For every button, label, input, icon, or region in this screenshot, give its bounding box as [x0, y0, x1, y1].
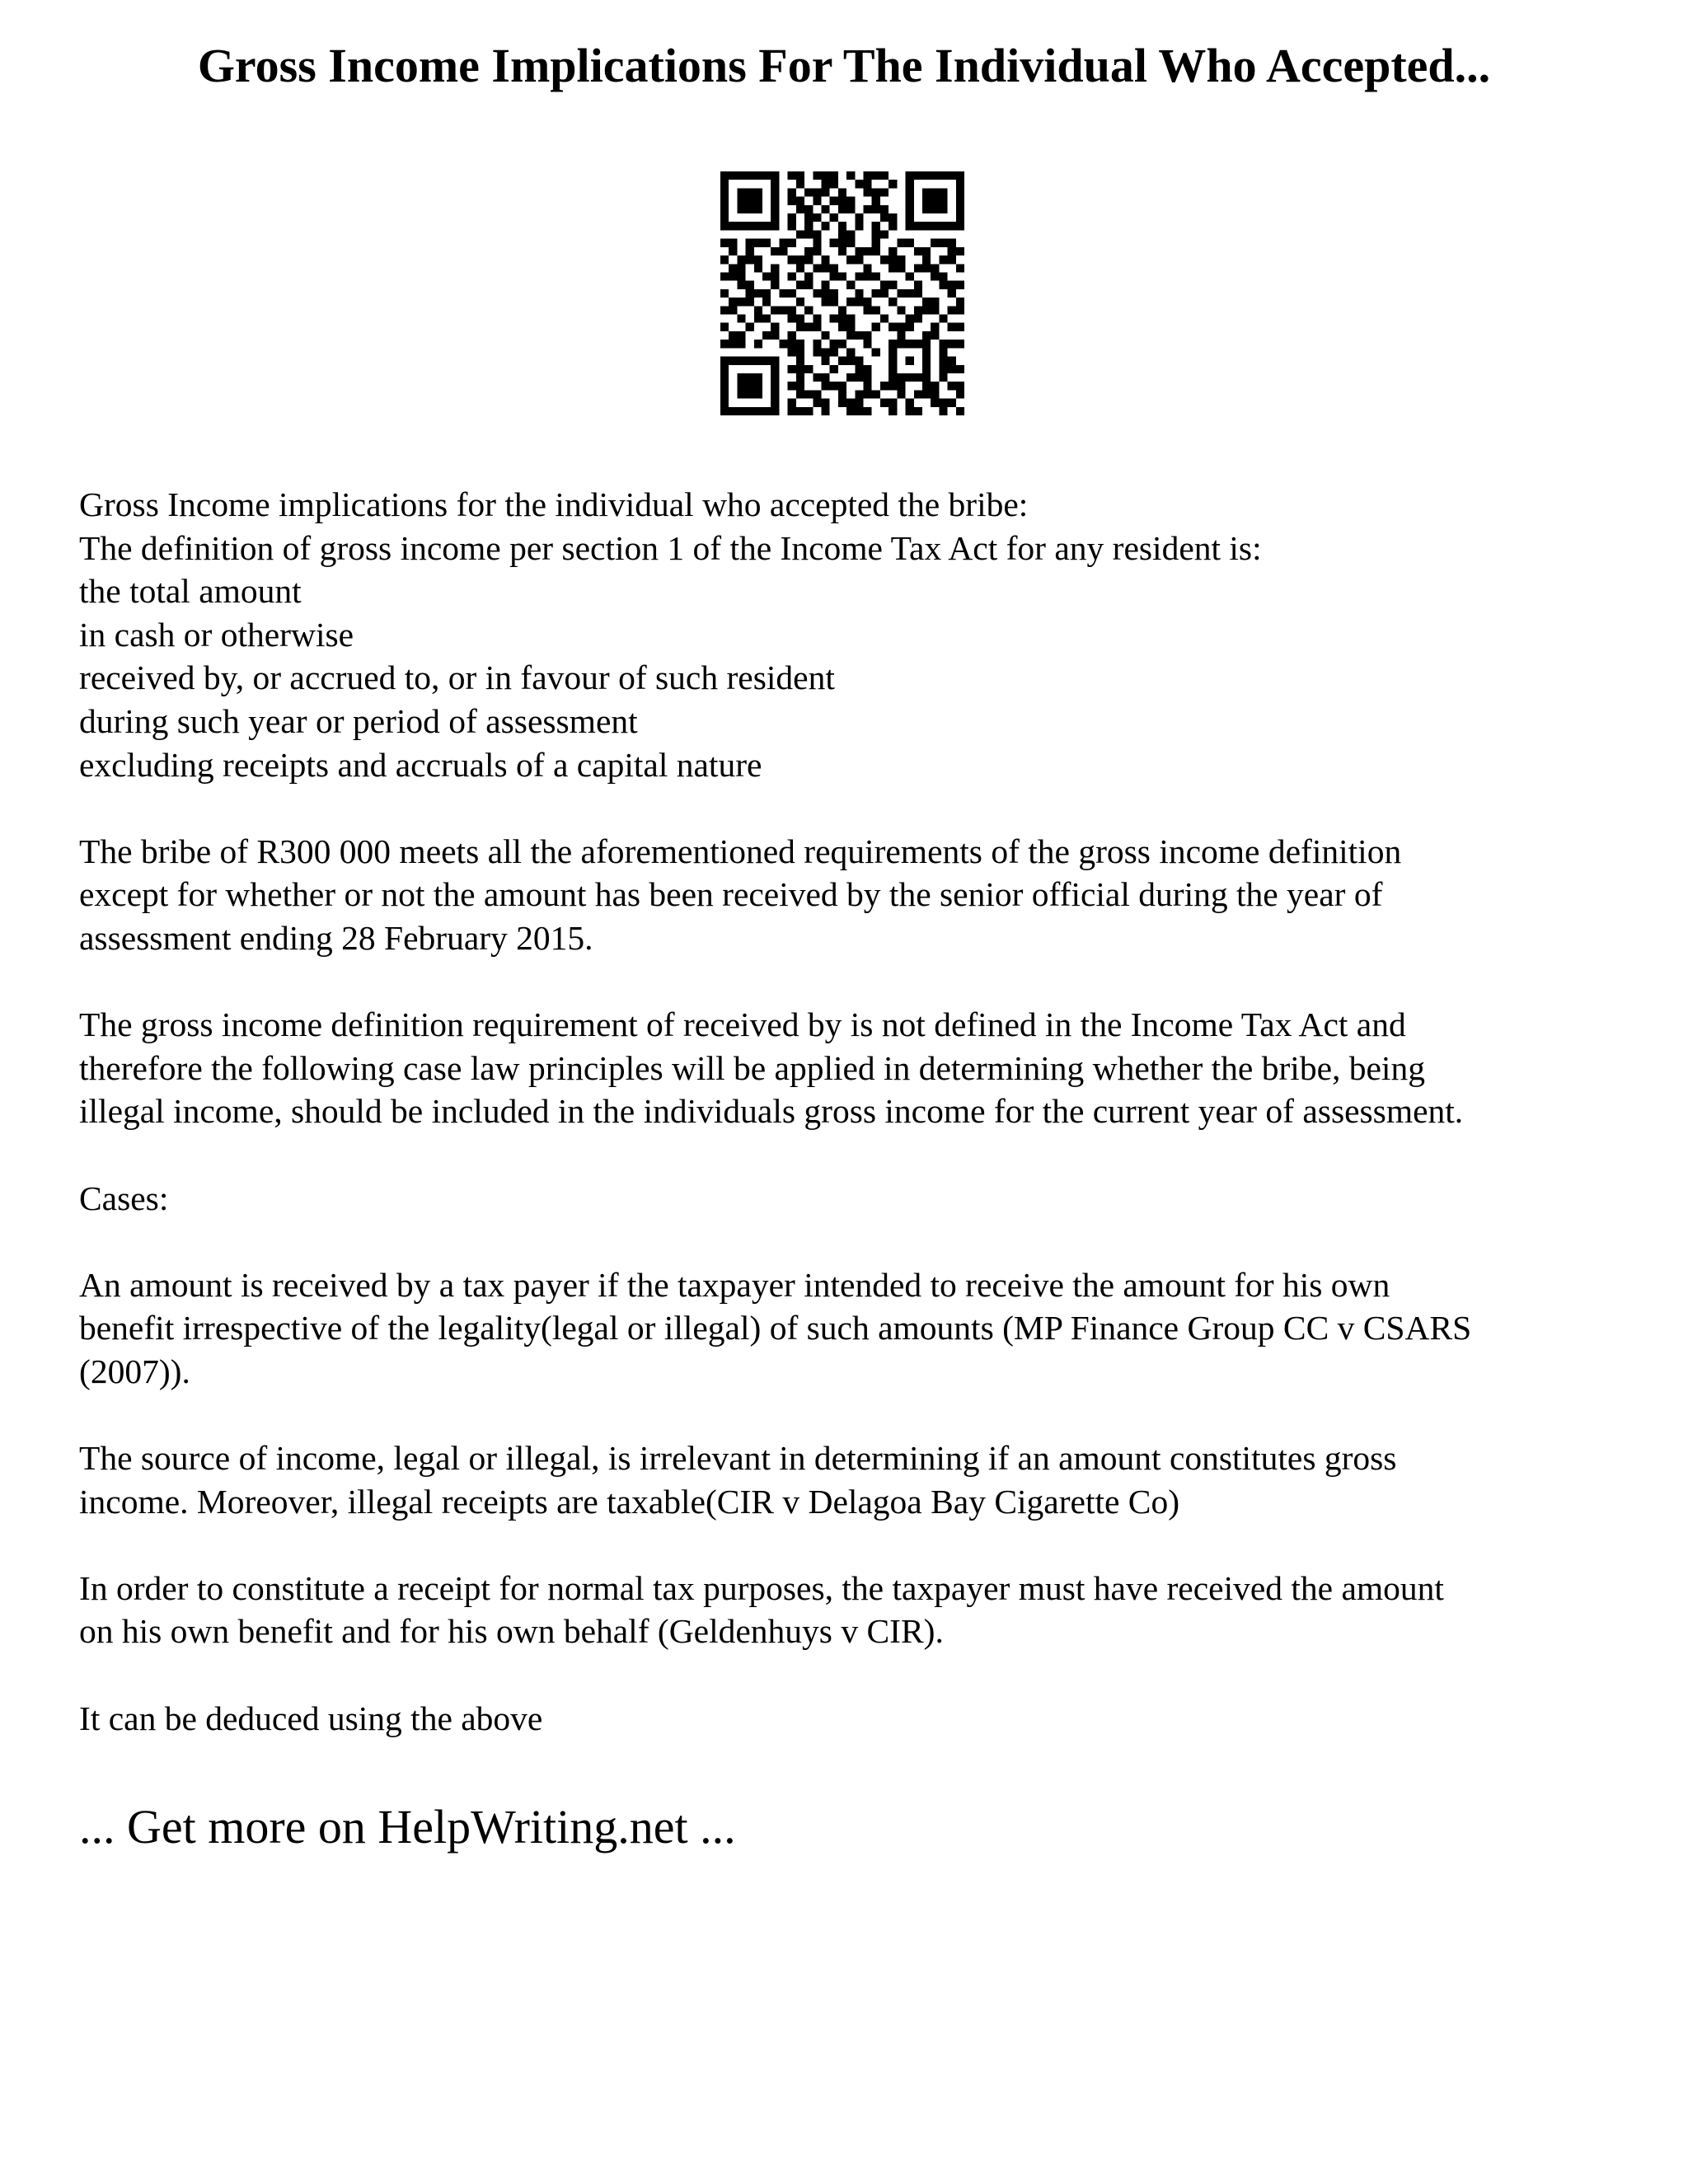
definition-line: received by, or accrued to, or in favour of such resident	[79, 658, 835, 697]
definition-line: during such year or period of assessment	[79, 701, 638, 740]
paragraph-line: In order to constitute a receipt for normal tax purposes, the taxpayer must have received the amount	[79, 1568, 1444, 1607]
paragraph-line: benefit irrespective of the legality(legal or illegal) of such amounts (MP Finance Group CC v CSARS	[79, 1309, 1472, 1347]
cases-heading	[79, 1177, 1629, 1221]
paragraph-line: except for whether or not the amount has been received by the senior official during the year of	[79, 875, 1383, 914]
definition-line: The definition of gross income per section 1 of the Income Tax Act for any resident is:	[79, 528, 1262, 567]
qr-code-icon	[720, 171, 964, 415]
document-body	[79, 483, 1629, 1740]
paragraph-line: on his own benefit and for his own behalf (Geldenhuys v CIR).	[79, 1612, 944, 1651]
document-title: Gross Income Implications For The Individual Who Accepted...	[197, 39, 1491, 92]
paragraph-deduced	[79, 1697, 1629, 1741]
definition-line: excluding receipts and accruals of a capital nature	[79, 745, 762, 784]
paragraph-geldenhuys	[79, 1567, 1629, 1653]
paragraph-mp-finance	[79, 1263, 1629, 1394]
cases-heading-text: Cases:	[79, 1179, 169, 1217]
paragraph-line: It can be deduced using the above	[79, 1699, 543, 1737]
paragraph-line: illegal income, should be included in the individuals gross income for the current year of assessment.	[79, 1092, 1464, 1131]
paragraph-line: An amount is received by a tax payer if the taxpayer intended to receive the amount for his own	[79, 1265, 1390, 1304]
paragraph-received-by	[79, 1003, 1629, 1133]
paragraph-line: assessment ending 28 February 2015.	[79, 918, 593, 957]
paragraph-line: (2007)).	[79, 1352, 190, 1390]
paragraph-line: income. Moreover, illegal receipts are taxable(CIR v Delagoa Bay Cigarette Co)	[79, 1482, 1180, 1521]
paragraph-line: The source of income, legal or illegal, is irrelevant in determining if an amount constitutes gross	[79, 1439, 1397, 1478]
paragraph-line: The gross income definition requirement of received by is not defined in the Income Tax Act and	[79, 1005, 1406, 1044]
definition-line: the total amount	[79, 572, 302, 611]
paragraph-line: The bribe of R300 000 meets all the aforementioned requirements of the gross income definition	[79, 832, 1402, 870]
paragraph-bribe	[79, 830, 1629, 960]
paragraph-delagoa	[79, 1436, 1629, 1523]
paragraph-line: therefore the following case law principles will be applied in determining whether the bribe, being	[79, 1048, 1425, 1087]
definition-block	[79, 483, 1629, 786]
definition-line: Gross Income implications for the individual who accepted the bribe:	[79, 485, 1029, 523]
get-more-link[interactable]: ... Get more on HelpWriting.net ...	[79, 1800, 736, 1854]
definition-line: in cash or otherwise	[79, 615, 354, 654]
